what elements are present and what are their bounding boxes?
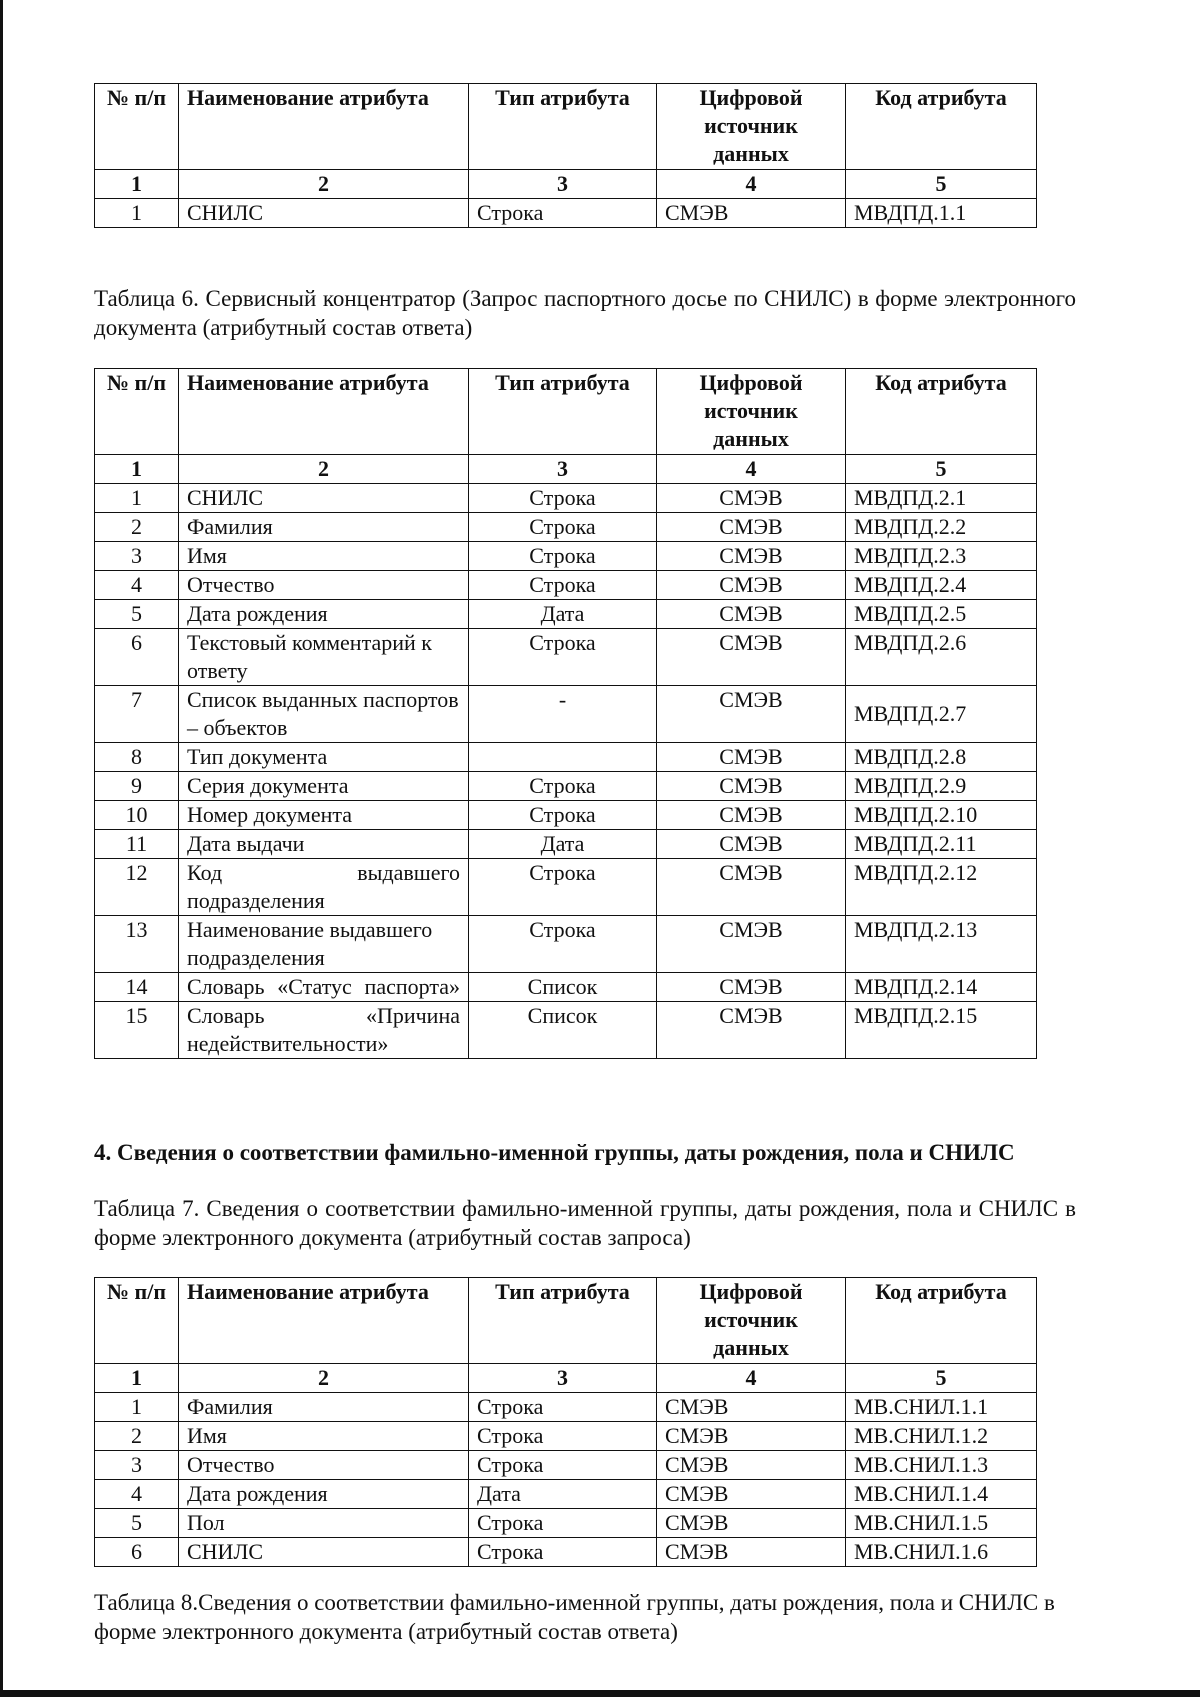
row-type: Строка <box>469 542 657 571</box>
row-source: СМЭВ <box>657 571 846 600</box>
table-row <box>95 686 1037 743</box>
table-7 <box>94 1277 1037 1567</box>
index-cell: 5 <box>846 170 1037 199</box>
row-name: СНИЛС <box>179 1538 469 1567</box>
header-name: Наименование атрибута <box>179 1278 469 1364</box>
table-row <box>95 743 1037 772</box>
section-number: 4. <box>94 1140 112 1165</box>
index-cell: 3 <box>469 170 657 199</box>
column-index-row <box>95 1364 1037 1393</box>
row-type: Строка <box>469 629 657 686</box>
table-row <box>95 801 1037 830</box>
table-8-caption: Таблица 8.Сведения о соответствии фамильно-именной группы, даты рождения, пола и СНИЛС в форме электронного документа (атрибутный состав ответа) <box>94 1590 1055 1644</box>
header-source: Цифровой источник данных <box>657 84 846 170</box>
row-code: МВ.СНИЛ.1.1 <box>846 1393 1037 1422</box>
row-source: СМЭВ <box>657 484 846 513</box>
row-source: СМЭВ <box>657 1538 846 1567</box>
row-type: Дата <box>469 600 657 629</box>
row-name: СНИЛС <box>179 484 469 513</box>
row-name: Серия документа <box>179 772 469 801</box>
row-num: 9 <box>95 772 179 801</box>
row-source: СМЭВ <box>657 600 846 629</box>
index-cell: 4 <box>657 1364 846 1393</box>
table-row <box>95 1480 1037 1509</box>
table-row <box>95 973 1037 1002</box>
header-name: Наименование атрибута <box>179 84 469 170</box>
row-code: МВДПД.2.8 <box>846 743 1037 772</box>
table-row <box>95 916 1037 973</box>
row-name: Тип документа <box>179 743 469 772</box>
column-index-row <box>95 455 1037 484</box>
table-header-row <box>95 1278 1037 1364</box>
row-type: Строка <box>469 1393 657 1422</box>
row-type: Строка <box>469 571 657 600</box>
row-type: Строка <box>469 1509 657 1538</box>
row-code: МВДПД.2.4 <box>846 571 1037 600</box>
table-row <box>95 629 1037 686</box>
row-type: Строка <box>469 199 657 228</box>
row-type: Список <box>469 1002 657 1059</box>
row-name: Отчество <box>179 1451 469 1480</box>
row-code: МВДПД.2.5 <box>846 600 1037 629</box>
row-code: МВ.СНИЛ.1.4 <box>846 1480 1037 1509</box>
row-code: МВДПД.2.1 <box>846 484 1037 513</box>
row-num: 4 <box>95 571 179 600</box>
index-cell: 5 <box>846 455 1037 484</box>
index-cell: 1 <box>95 455 179 484</box>
row-name: Отчество <box>179 571 469 600</box>
row-code: МВ.СНИЛ.1.2 <box>846 1422 1037 1451</box>
header-source: Цифровой источник данных <box>657 1278 846 1364</box>
index-cell: 5 <box>846 1364 1037 1393</box>
section-heading <box>94 1138 1094 1167</box>
index-cell: 1 <box>95 170 179 199</box>
row-type: Строка <box>469 772 657 801</box>
row-source: СМЭВ <box>657 629 846 686</box>
row-type: Строка <box>469 484 657 513</box>
row-num: 14 <box>95 973 179 1002</box>
row-num: 10 <box>95 801 179 830</box>
row-source: СМЭВ <box>657 801 846 830</box>
header-code: Код атрибута <box>846 84 1037 170</box>
column-index-row <box>95 170 1037 199</box>
row-source: СМЭВ <box>657 830 846 859</box>
row-num: 3 <box>95 542 179 571</box>
table-7-caption: Таблица 7. Сведения о соответствии фамильно-именной группы, даты рождения, пола и СНИЛС в форме электронного документа (атрибутный состав запроса) <box>94 1196 1076 1250</box>
row-code: МВДПД.2.7 <box>846 686 1037 743</box>
row-code: МВ.СНИЛ.1.3 <box>846 1451 1037 1480</box>
row-num: 3 <box>95 1451 179 1480</box>
table-row <box>95 484 1037 513</box>
row-num: 5 <box>95 1509 179 1538</box>
row-name: Фамилия <box>179 1393 469 1422</box>
row-name: Имя <box>179 1422 469 1451</box>
header-num: № п/п <box>95 369 179 455</box>
row-type: Дата <box>469 1480 657 1509</box>
row-name: Дата рождения <box>179 600 469 629</box>
row-type: Список <box>469 973 657 1002</box>
row-type: Строка <box>469 859 657 916</box>
row-num: 4 <box>95 1480 179 1509</box>
table-header-row <box>95 369 1037 455</box>
row-name: Номер документа <box>179 801 469 830</box>
row-num: 1 <box>95 484 179 513</box>
row-code: МВДПД.2.15 <box>846 1002 1037 1059</box>
row-num: 7 <box>95 686 179 743</box>
scan-edge-bottom <box>0 1690 1200 1697</box>
row-type: Строка <box>469 916 657 973</box>
table-5 <box>94 83 1037 228</box>
row-num: 11 <box>95 830 179 859</box>
header-code: Код атрибута <box>846 1278 1037 1364</box>
index-cell: 4 <box>657 455 846 484</box>
row-code: МВДПД.1.1 <box>846 199 1037 228</box>
table-6-caption: Таблица 6. Сервисный концентратор (Запрос паспортного досье по СНИЛС) в форме электронного документа (атрибутный состав ответа) <box>94 286 1076 340</box>
table-row <box>95 772 1037 801</box>
row-type: Строка <box>469 1538 657 1567</box>
header-type: Тип атрибута <box>469 1278 657 1364</box>
row-source: СМЭВ <box>657 973 846 1002</box>
row-code: МВДПД.2.3 <box>846 542 1037 571</box>
table-row <box>95 1509 1037 1538</box>
table-row <box>95 600 1037 629</box>
row-source: СМЭВ <box>657 1002 846 1059</box>
row-num: 5 <box>95 600 179 629</box>
scan-edge-left <box>0 0 3 1697</box>
row-source: СМЭВ <box>657 916 846 973</box>
row-code: МВДПД.2.14 <box>846 973 1037 1002</box>
row-code: МВ.СНИЛ.1.5 <box>846 1509 1037 1538</box>
row-code: МВДПД.2.10 <box>846 801 1037 830</box>
index-cell: 2 <box>179 1364 469 1393</box>
table-row <box>95 571 1037 600</box>
row-type: - <box>469 686 657 743</box>
row-num: 8 <box>95 743 179 772</box>
row-num: 12 <box>95 859 179 916</box>
row-code: МВДПД.2.6 <box>846 629 1037 686</box>
row-num: 6 <box>95 629 179 686</box>
table-row <box>95 1393 1037 1422</box>
row-source: СМЭВ <box>657 1480 846 1509</box>
index-cell: 2 <box>179 170 469 199</box>
row-name: Наименование выдавшего подразделения <box>179 916 469 973</box>
row-name: Дата рождения <box>179 1480 469 1509</box>
row-code: МВ.СНИЛ.1.6 <box>846 1538 1037 1567</box>
row-num: 2 <box>95 513 179 542</box>
row-num: 15 <box>95 1002 179 1059</box>
row-type: Строка <box>469 1451 657 1480</box>
index-cell: 2 <box>179 455 469 484</box>
table-row <box>95 1451 1037 1480</box>
table-row <box>95 542 1037 571</box>
row-type: Строка <box>469 513 657 542</box>
row-source: СМЭВ <box>657 1422 846 1451</box>
row-type: Строка <box>469 801 657 830</box>
row-source: СМЭВ <box>657 859 846 916</box>
header-type: Тип атрибута <box>469 369 657 455</box>
row-type <box>469 743 657 772</box>
header-type: Тип атрибута <box>469 84 657 170</box>
row-code: МВДПД.2.11 <box>846 830 1037 859</box>
table-header-row <box>95 84 1037 170</box>
header-num: № п/п <box>95 84 179 170</box>
table-row <box>95 1002 1037 1059</box>
row-source: СМЭВ <box>657 1393 846 1422</box>
table-row <box>95 1422 1037 1451</box>
row-name: Пол <box>179 1509 469 1538</box>
index-cell: 3 <box>469 1364 657 1393</box>
row-source: СМЭВ <box>657 1509 846 1538</box>
header-source: Цифровой источник данных <box>657 369 846 455</box>
table-row <box>95 830 1037 859</box>
header-num: № п/п <box>95 1278 179 1364</box>
header-code: Код атрибута <box>846 369 1037 455</box>
row-source: СМЭВ <box>657 686 846 743</box>
table-6 <box>94 368 1037 1059</box>
table-row <box>95 513 1037 542</box>
row-num: 6 <box>95 1538 179 1567</box>
row-type: Дата <box>469 830 657 859</box>
row-source: СМЭВ <box>657 772 846 801</box>
index-cell: 1 <box>95 1364 179 1393</box>
row-name: Код выдавшего подразделения <box>179 859 469 916</box>
row-code: МВДПД.2.9 <box>846 772 1037 801</box>
row-source: СМЭВ <box>657 542 846 571</box>
row-source: СМЭВ <box>657 1451 846 1480</box>
row-name: Имя <box>179 542 469 571</box>
table-row <box>95 199 1037 228</box>
row-type: Строка <box>469 1422 657 1451</box>
row-code: МВДПД.2.2 <box>846 513 1037 542</box>
row-source: СМЭВ <box>657 743 846 772</box>
row-name: Дата выдачи <box>179 830 469 859</box>
header-name: Наименование атрибута <box>179 369 469 455</box>
row-name: Список выданных паспортов – объектов <box>179 686 469 743</box>
row-name: Фамилия <box>179 513 469 542</box>
row-source: СМЭВ <box>657 199 846 228</box>
section-title: Сведения о соответствии фамильно-именной группы, даты рождения, пола и СНИЛС <box>117 1140 1015 1165</box>
row-code: МВДПД.2.12 <box>846 859 1037 916</box>
row-num: 2 <box>95 1422 179 1451</box>
row-name: Словарь «Статус паспорта» <box>179 973 469 1002</box>
row-name: Текстовый комментарий к ответу <box>179 629 469 686</box>
row-num: 1 <box>95 1393 179 1422</box>
row-name: Словарь «Причина недействительности» <box>179 1002 469 1059</box>
index-cell: 3 <box>469 455 657 484</box>
table-row <box>95 859 1037 916</box>
index-cell: 4 <box>657 170 846 199</box>
row-num: 1 <box>95 199 179 228</box>
row-name: СНИЛС <box>179 199 469 228</box>
row-code: МВДПД.2.13 <box>846 916 1037 973</box>
row-num: 13 <box>95 916 179 973</box>
row-source: СМЭВ <box>657 513 846 542</box>
table-row <box>95 1538 1037 1567</box>
